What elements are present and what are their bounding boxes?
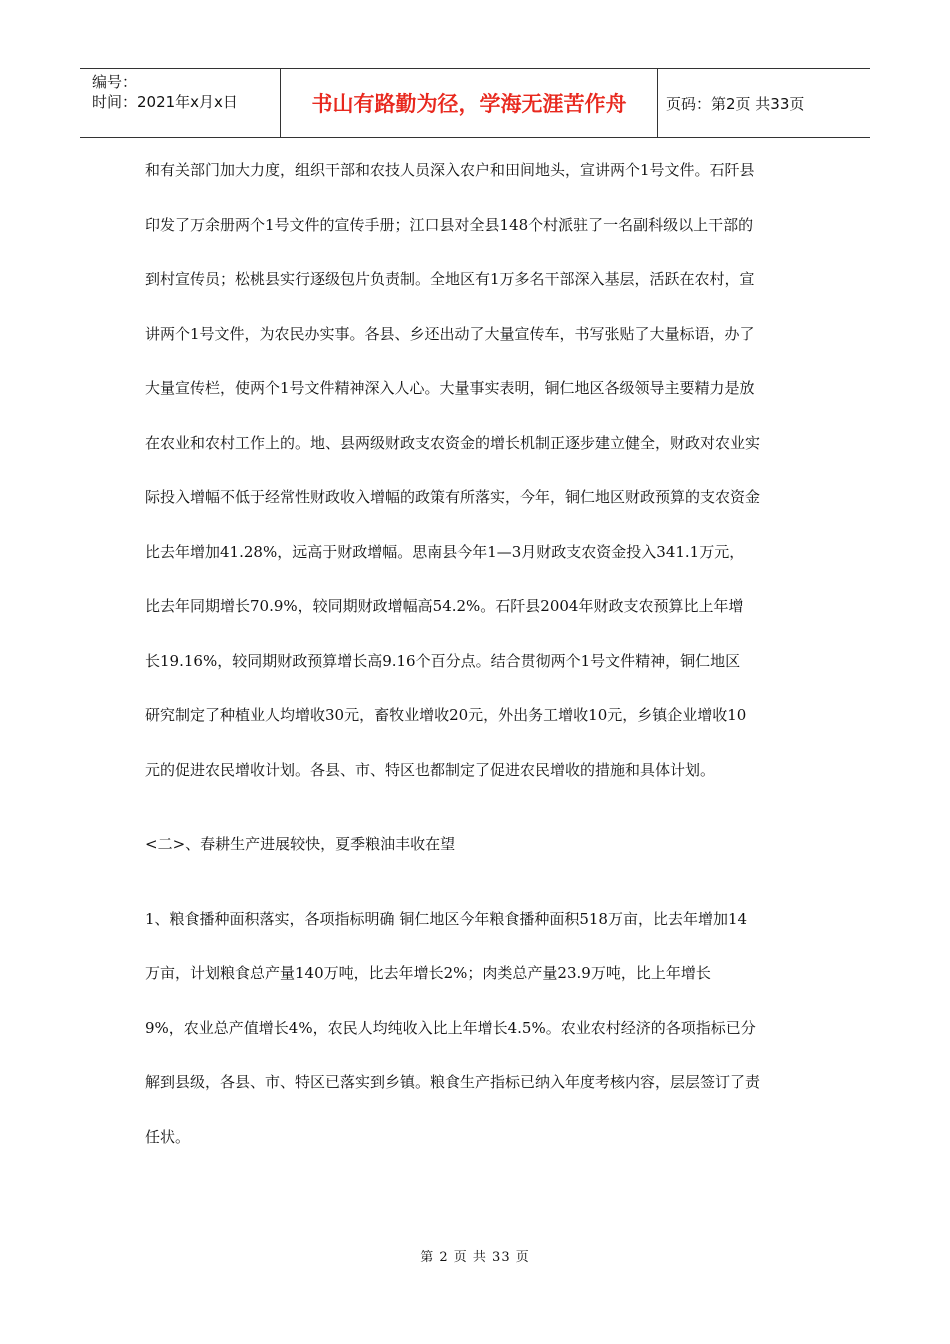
- body-line: 在农业和农村工作上的。地、县两级财政支农资金的增长机制正逐步建立健全，财政对农业实: [145, 433, 761, 452]
- body-line: 任状。: [145, 1127, 191, 1146]
- body-line: 研究制定了种植业人均增收30元，畜牧业增收20元，外出务工增收10元，乡镇企业增收10: [145, 706, 747, 724]
- doc-date: 时间：2021年x月x日: [92, 93, 238, 111]
- section-heading: <二>、春耕生产进展较快，夏季粮油丰收在望: [145, 835, 456, 853]
- page-header: [80, 68, 870, 138]
- body-line: 和有关部门加大力度，组织干部和农技人员深入农户和田间地头，宣讲两个1号文件。石阡县: [145, 161, 755, 179]
- body-line: 印发了万余册两个1号文件的宣传手册；江口县对全县148个村派驻了一名副科级以上干部的: [145, 215, 754, 234]
- body-line: 万亩，计划粮食总产量140万吨，比去年增长2%；肉类总产量23.9万吨，比上年增长: [145, 964, 711, 982]
- body-line: 比去年同期增长70.9%，较同期财政增幅高54.2%。石阡县2004年财政支农预算比上年增: [145, 597, 744, 615]
- body-line: 元的促进农民增收计划。各县、市、特区也都制定了促进农民增收的措施和具体计划。: [145, 760, 716, 779]
- body-line: 际投入增幅不低于经常性财政收入增幅的政策有所落实，今年，铜仁地区财政预算的支农资金: [145, 488, 761, 506]
- header-meta: [80, 69, 281, 137]
- body-line: 9%，农业总产值增长4%，农民人均纯收入比上年增长4.5%。农业农村经济的各项指标已分: [145, 1018, 756, 1037]
- header-page-code: 页码：第2页 共33页: [666, 94, 805, 113]
- body-line: 1、粮食播种面积落实，各项指标明确 铜仁地区今年粮食播种面积518万亩，比去年增加14: [145, 909, 748, 928]
- page-footer: 第 2 页 共 33 页: [420, 1250, 530, 1265]
- doc-number-label: 编号：: [92, 73, 138, 91]
- body-line: 大量宣传栏，使两个1号文件精神深入人心。大量事实表明，铜仁地区各级领导主要精力是放: [145, 379, 755, 397]
- body-line: 讲两个1号文件，为农民办实事。各县、乡还出动了大量宣传车，书写张贴了大量标语，办了: [145, 324, 755, 343]
- body-line: 比去年增加41.28%，远高于财政增幅。思南县今年1—3月财政支农资金投入341.1万元，: [145, 542, 745, 561]
- document-body: [145, 153, 810, 1174]
- header-motto: 书山有路勤为径，学海无涯苦作舟: [281, 69, 658, 137]
- body-line: 解到县级，各县、市、特区已落实到乡镇。粮食生产指标已纳入年度考核内容，层层签订了责: [145, 1073, 761, 1091]
- body-line: 到村宣传员；松桃县实行逐级包片负责制。全地区有1万多名干部深入基层，活跃在农村，宣: [145, 270, 755, 288]
- body-line: 长19.16%，较同期财政预算增长高9.16个百分点。结合贯彻两个1号文件精神，铜仁地区: [145, 651, 741, 670]
